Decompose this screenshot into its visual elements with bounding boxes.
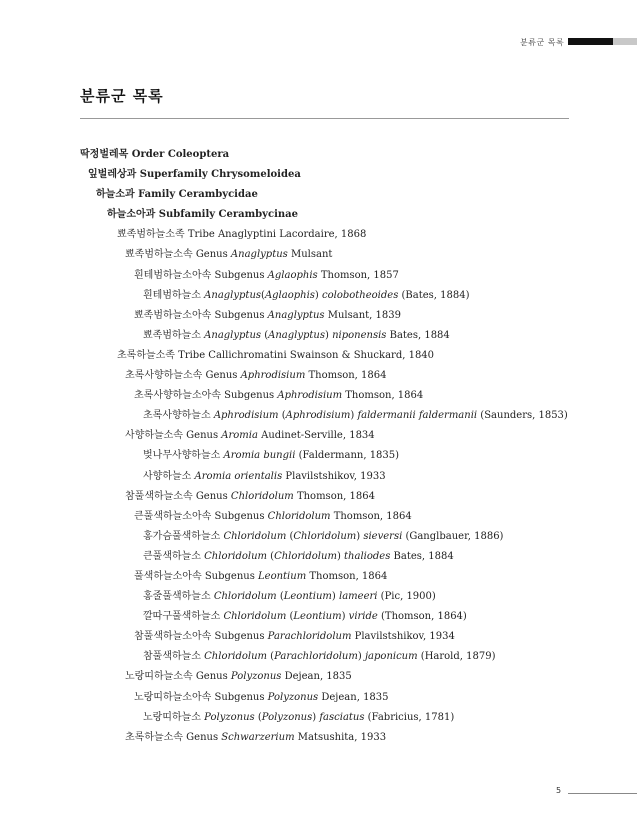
taxon-scientific-italic: faldermanii faldermanii	[357, 410, 478, 422]
taxon-korean-name: 흰테범하늘소	[143, 289, 201, 301]
taxon-scientific-italic: colobotheoides	[322, 289, 399, 301]
taxon-entry	[80, 627, 580, 647]
taxon-scientific-italic: Leontium	[258, 570, 307, 582]
taxon-entry	[80, 487, 580, 507]
taxon-korean-name: 잎벌레상과	[88, 169, 137, 181]
taxon-scientific-italic: Aphrodisium	[285, 410, 351, 422]
taxon-korean-name: 하늘소아과	[107, 209, 156, 221]
taxon-scientific-italic: Leontium	[293, 611, 342, 623]
taxon-entry	[80, 306, 580, 326]
header-bar-light	[613, 38, 637, 45]
taxon-text: Thomson, 1857	[317, 269, 399, 281]
taxon-korean-name: 초록하늘소속	[125, 731, 183, 743]
taxon-text: (Thomson, 1864)	[377, 611, 467, 623]
taxon-entry	[80, 507, 580, 527]
taxon-entry	[80, 728, 580, 748]
taxon-text: (	[278, 410, 286, 422]
taxon-scientific-italic: thaliodes	[344, 550, 391, 562]
taxon-scientific-italic: Aromia bungii	[223, 450, 296, 462]
taxon-scientific-italic: Polyzonus	[261, 711, 313, 723]
taxon-korean-name: 뾰족범하늘소	[143, 329, 201, 341]
taxon-text: Family Cerambycidae	[138, 189, 258, 201]
taxon-text: (Ganglbauer, 1886)	[402, 530, 504, 542]
taxon-scientific-italic: Polyzonus	[204, 711, 255, 723]
taxon-text: )	[314, 289, 323, 301]
taxon-korean-name: 벚나무사향하늘소	[143, 450, 221, 462]
taxon-text: Mulsant, 1839	[324, 309, 401, 321]
taxon-text: Audinet-Serville, 1834	[257, 430, 375, 442]
taxon-korean-name: 초록사향하늘소속	[125, 370, 203, 382]
taxon-korean-name: 딱정벌레목	[80, 149, 129, 160]
taxon-entry	[80, 708, 580, 728]
taxon-text: )	[312, 711, 320, 723]
taxon-scientific-italic: lameeri	[339, 591, 378, 603]
taxon-text: Subgenus	[224, 390, 278, 402]
taxon-korean-name: 하늘소과	[96, 189, 135, 201]
taxon-entry	[80, 185, 580, 205]
taxon-text: Subgenus	[214, 309, 268, 321]
taxon-scientific-italic: Aphrodisium	[213, 410, 279, 422]
taxon-text: (	[254, 711, 262, 723]
taxon-korean-name: 사향하늘소속	[125, 430, 183, 442]
taxon-text: Bates, 1884	[390, 550, 454, 562]
taxon-entry	[80, 467, 580, 487]
taxon-text: Genus	[195, 671, 231, 683]
taxon-entry	[80, 406, 580, 426]
taxon-entry	[80, 386, 580, 406]
taxon-scientific-italic: Anaglyptus	[204, 329, 262, 341]
taxon-entry	[80, 286, 580, 306]
taxon-text: Thomson, 1864	[305, 370, 387, 382]
taxon-text: (Harold, 1879)	[417, 651, 496, 663]
taxon-korean-name: 참풀색하늘소아속	[134, 631, 212, 643]
taxon-text: Genus	[195, 490, 231, 502]
taxon-text: Bates, 1884	[386, 329, 450, 341]
taxon-scientific-italic: sieversi	[363, 530, 403, 542]
taxon-entry	[80, 366, 580, 386]
taxon-text: (Fabricius, 1781)	[364, 711, 455, 723]
taxon-text: (	[286, 611, 294, 623]
taxon-text: (	[267, 651, 275, 663]
taxon-text: Dejean, 1835	[318, 691, 389, 703]
taxon-text: Tribe Callichromatini Swainson & Shuckard, 1840	[178, 349, 435, 361]
taxon-korean-name: 깔따구풀색하늘소	[143, 611, 221, 623]
taxon-entry	[80, 647, 580, 667]
taxon-text: Subgenus	[214, 269, 268, 281]
footer-divider	[568, 793, 637, 794]
taxon-entry	[80, 688, 580, 708]
taxon-scientific-italic: Aromia	[221, 430, 258, 442]
taxon-text: Thomson, 1864	[330, 510, 412, 522]
taxon-entry	[80, 567, 580, 587]
taxon-entry	[80, 225, 580, 245]
taxon-korean-name: 뾰족범하늘소아속	[134, 309, 212, 321]
taxon-text: Matsushita, 1933	[294, 731, 387, 743]
taxon-scientific-italic: niponensis	[332, 329, 387, 341]
title-divider	[80, 118, 569, 119]
taxon-scientific-italic: japonicum	[364, 651, 418, 663]
taxon-entry	[80, 446, 580, 466]
taxon-text: )	[325, 329, 333, 341]
taxon-text: Order Coleoptera	[131, 149, 230, 160]
taxon-scientific-italic: Anaglyptus	[268, 329, 325, 341]
taxon-scientific-italic: Chloridolum	[204, 550, 267, 562]
taxon-scientific-italic: Chloridolum	[223, 611, 287, 623]
taxon-korean-name: 홍가슴풀색하늘소	[143, 530, 221, 542]
taxon-text: (Bates, 1884)	[398, 289, 470, 301]
taxon-text: Subgenus	[214, 631, 268, 643]
taxon-korean-name: 노랑띠하늘소아속	[134, 691, 212, 703]
taxon-text: Superfamily Chrysomeloidea	[139, 169, 301, 181]
header-bar-dark	[568, 38, 613, 45]
taxon-scientific-italic: Chloridolum	[293, 530, 357, 542]
taxon-korean-name: 풀색하늘소아속	[134, 570, 202, 582]
taxon-korean-name: 큰풀색하늘소아속	[134, 510, 212, 522]
taxon-scientific-italic: Anaglyptus	[267, 309, 325, 321]
taxon-text: )	[350, 410, 358, 422]
taxon-korean-name: 큰풀색하늘소	[143, 550, 201, 562]
taxon-text: (	[267, 550, 275, 562]
taxon-korean-name: 초록사향하늘소	[143, 410, 211, 422]
taxon-entry	[80, 165, 580, 185]
taxon-text: )	[357, 651, 365, 663]
taxon-text: (	[276, 591, 284, 603]
taxon-text: )	[336, 550, 345, 562]
taxon-korean-name: 참풀색하늘소	[143, 651, 201, 663]
taxon-korean-name: 흰테범하늘소아속	[134, 269, 212, 281]
taxon-text: Subgenus	[214, 691, 268, 703]
taxon-korean-name: 뾰족범하늘소족	[117, 229, 185, 241]
taxon-entry	[80, 326, 580, 346]
taxon-text: )	[341, 611, 349, 623]
taxon-text: (Faldermann, 1835)	[295, 450, 400, 462]
taxon-entry	[80, 346, 580, 366]
taxon-text: Dejean, 1835	[281, 671, 352, 683]
taxon-scientific-italic: Aglaophis	[264, 289, 315, 301]
taxon-scientific-italic: viride	[348, 611, 378, 623]
taxon-scientific-italic: Parachloridolum	[274, 651, 358, 663]
taxon-korean-name: 초록하늘소족	[117, 349, 175, 361]
taxon-scientific-italic: Parachloridolum	[267, 631, 352, 643]
taxon-korean-name: 참풀색하늘소속	[125, 490, 193, 502]
taxon-entry	[80, 667, 580, 687]
taxon-scientific-italic: Chloridolum	[204, 651, 267, 663]
taxon-scientific-italic: Aphrodisium	[277, 390, 343, 402]
taxon-korean-name: 뾰족범하늘소속	[125, 249, 193, 261]
taxon-entry	[80, 266, 580, 286]
taxon-entry	[80, 145, 580, 165]
taxon-entry	[80, 426, 580, 446]
taxon-entry	[80, 607, 580, 627]
page-title: 분류군 목록	[80, 87, 164, 105]
header-decoration-bar	[568, 38, 637, 45]
running-header-label: 분류군 목록	[520, 38, 565, 47]
taxon-scientific-italic: Anaglyptus	[230, 249, 288, 261]
taxon-text: Plavilstshikov, 1933	[282, 470, 386, 482]
taxon-text: Genus	[186, 731, 222, 743]
taxon-list	[80, 145, 580, 748]
taxon-text: Genus	[186, 430, 222, 442]
taxon-text: (Pic, 1900)	[377, 591, 436, 603]
taxon-korean-name: 노랑띠하늘소	[143, 711, 201, 723]
taxon-scientific-italic: Aromia orientalis	[194, 470, 283, 482]
taxon-scientific-italic: Schwarzerium	[221, 731, 295, 743]
taxon-entry	[80, 587, 580, 607]
taxon-scientific-italic: Chloridolum	[274, 550, 337, 562]
taxon-scientific-italic: Aphrodisium	[240, 370, 306, 382]
taxon-text: (Saunders, 1853)	[477, 410, 568, 422]
taxon-korean-name: 초록사향하늘소아속	[134, 390, 221, 402]
taxon-korean-name: 홍줄풀색하늘소	[143, 591, 211, 603]
taxon-text: Plavilstshikov, 1934	[351, 631, 455, 643]
taxon-text: (	[286, 530, 294, 542]
taxon-scientific-italic: Chloridolum	[230, 490, 294, 502]
taxon-scientific-italic: Polyzonus	[267, 691, 319, 703]
taxon-text: Thomson, 1864	[306, 570, 388, 582]
taxon-text: (	[261, 329, 269, 341]
taxon-text: )	[356, 530, 364, 542]
taxon-entry	[80, 245, 580, 265]
taxon-text: Genus	[195, 249, 231, 261]
taxon-text: Subfamily Cerambycinae	[158, 209, 298, 221]
taxon-scientific-italic: fasciatus	[319, 711, 365, 723]
taxon-text: (	[261, 289, 265, 301]
taxon-scientific-italic: Polyzonus	[230, 671, 282, 683]
taxon-text: Tribe Anaglyptini Lacordaire, 1868	[187, 229, 367, 241]
taxon-entry	[80, 205, 580, 225]
taxon-korean-name: 사향하늘소	[143, 470, 192, 482]
taxon-text: Genus	[205, 370, 241, 382]
taxon-entry	[80, 527, 580, 547]
taxon-scientific-italic: Chloridolum	[223, 530, 287, 542]
taxon-scientific-italic: Anaglyptus	[204, 289, 262, 301]
taxon-korean-name: 노랑띠하늘소속	[125, 671, 193, 683]
taxon-scientific-italic: Aglaophis	[267, 269, 318, 281]
taxon-scientific-italic: Leontium	[283, 591, 332, 603]
page-number: 5	[556, 786, 562, 795]
taxon-entry	[80, 547, 580, 567]
taxon-text: )	[331, 591, 340, 603]
taxon-text: Mulsant	[287, 249, 333, 261]
taxon-text: Thomson, 1864	[293, 490, 375, 502]
taxon-text: Subgenus	[214, 510, 268, 522]
taxon-text: Subgenus	[204, 570, 259, 582]
taxon-scientific-italic: Chloridolum	[267, 510, 331, 522]
taxon-scientific-italic: Chloridolum	[213, 591, 277, 603]
taxon-text: Thomson, 1864	[342, 390, 424, 402]
